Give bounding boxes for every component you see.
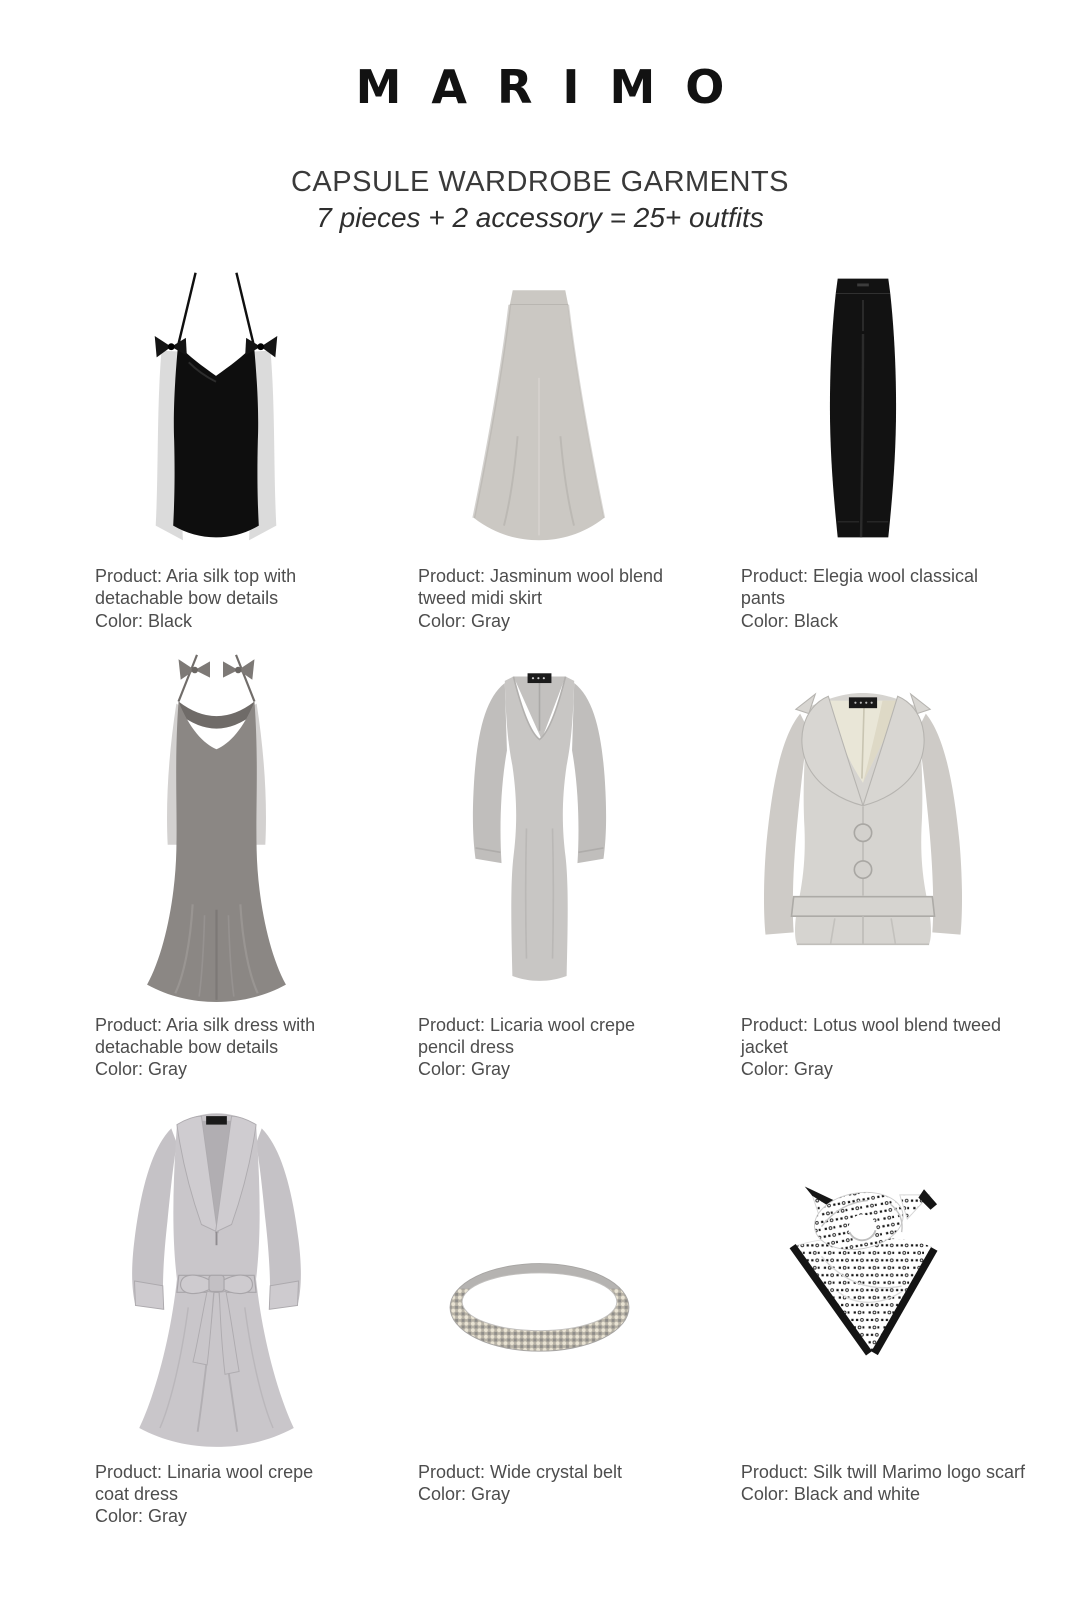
product-caption <box>741 1461 1025 1506</box>
product-name-line-2: detachable bow details <box>95 588 279 609</box>
product-name-line-2: coat dress <box>95 1484 179 1505</box>
product-card-marimo-logo-scarf <box>701 1081 1025 1528</box>
product-card-linaria-coat-dress <box>55 1081 378 1528</box>
product-color-line: Color: Gray <box>417 1059 510 1080</box>
product-image-marimo-logo-scarf <box>760 1081 965 1449</box>
product-color-line: Color: Gray <box>417 1484 510 1505</box>
product-name-line-1: Product: Licaria wool crepe <box>417 1014 636 1035</box>
product-card-licaria-pencil-dress <box>378 644 701 1081</box>
product-image-licaria-pencil-dress <box>420 644 659 1002</box>
product-image-lotus-tweed-jacket <box>733 644 993 1002</box>
product-image-aria-silk-top <box>109 261 323 553</box>
product-caption <box>741 565 978 632</box>
product-caption <box>418 565 663 632</box>
product-name-line-1: Product: Wide crystal belt <box>417 1461 623 1482</box>
product-color-line: Color: Gray <box>740 1059 833 1080</box>
product-image-linaria-coat-dress <box>94 1081 339 1449</box>
product-name-line-1: Product: Aria silk top with <box>95 565 297 586</box>
product-color-line: Color: Gray <box>417 610 510 631</box>
product-image-jasminum-midi-skirt <box>432 261 646 553</box>
product-card-aria-silk-top <box>55 261 378 632</box>
page-subtitle: 7 pieces + 2 accessory = 25+ outfits <box>316 202 764 234</box>
product-name-line-2: detachable bow details <box>95 1037 279 1058</box>
product-name-line-1: Product: Lotus wool blend tweed <box>740 1014 1002 1035</box>
camisole-top-illustration <box>109 261 323 553</box>
coat-dress-illustration <box>94 1081 339 1449</box>
slip-dress-illustration <box>97 644 336 1002</box>
product-image-elegia-pants <box>756 261 970 553</box>
product-color-line: Color: Black <box>740 610 838 631</box>
product-caption <box>741 1014 1001 1081</box>
product-name-line-1: Product: Linaria wool crepe <box>95 1461 314 1482</box>
product-name-line-1: Product: Silk twill Marimo logo scarf <box>740 1461 1025 1482</box>
product-caption <box>95 565 296 632</box>
product-grid <box>0 261 1080 1528</box>
product-name-line-2: pants <box>740 588 785 609</box>
product-caption <box>95 1461 313 1528</box>
product-name-line-1: Product: Jasminum wool blend <box>417 565 664 586</box>
product-color-line: Color: Black and white <box>740 1484 920 1505</box>
product-color-line: Color: Gray <box>95 1059 188 1080</box>
product-image-wide-crystal-belt <box>437 1081 642 1449</box>
classic-pants-illustration <box>756 261 970 553</box>
product-caption <box>418 1461 622 1506</box>
product-card-wide-crystal-belt <box>378 1081 701 1528</box>
product-card-lotus-tweed-jacket <box>701 644 1025 1081</box>
product-image-aria-silk-dress <box>97 644 336 1002</box>
product-name-line-2: tweed midi skirt <box>417 588 542 609</box>
brand-logo: MARIMO <box>355 60 755 114</box>
product-name-line-1: Product: Elegia wool classical <box>740 565 979 586</box>
tweed-jacket-illustration <box>733 644 993 1002</box>
product-name-line-1: Product: Aria silk dress with <box>95 1014 316 1035</box>
product-color-line: Color: Black <box>95 610 193 631</box>
product-card-aria-silk-dress <box>55 644 378 1081</box>
pencil-dress-illustration <box>420 644 659 1002</box>
midi-skirt-illustration <box>432 261 646 553</box>
product-card-elegia-pants <box>701 261 1025 632</box>
product-caption <box>418 1014 635 1081</box>
crystal-belt-illustration <box>437 1229 642 1369</box>
product-name-line-2: pencil dress <box>417 1037 514 1058</box>
product-color-line: Color: Gray <box>95 1506 188 1527</box>
product-name-line-2: jacket <box>740 1037 788 1058</box>
logo-scarf-illustration <box>760 1152 965 1371</box>
page-title: CAPSULE WARDROBE GARMENTS <box>290 166 790 198</box>
product-card-jasminum-midi-skirt <box>378 261 701 632</box>
product-caption <box>95 1014 315 1081</box>
